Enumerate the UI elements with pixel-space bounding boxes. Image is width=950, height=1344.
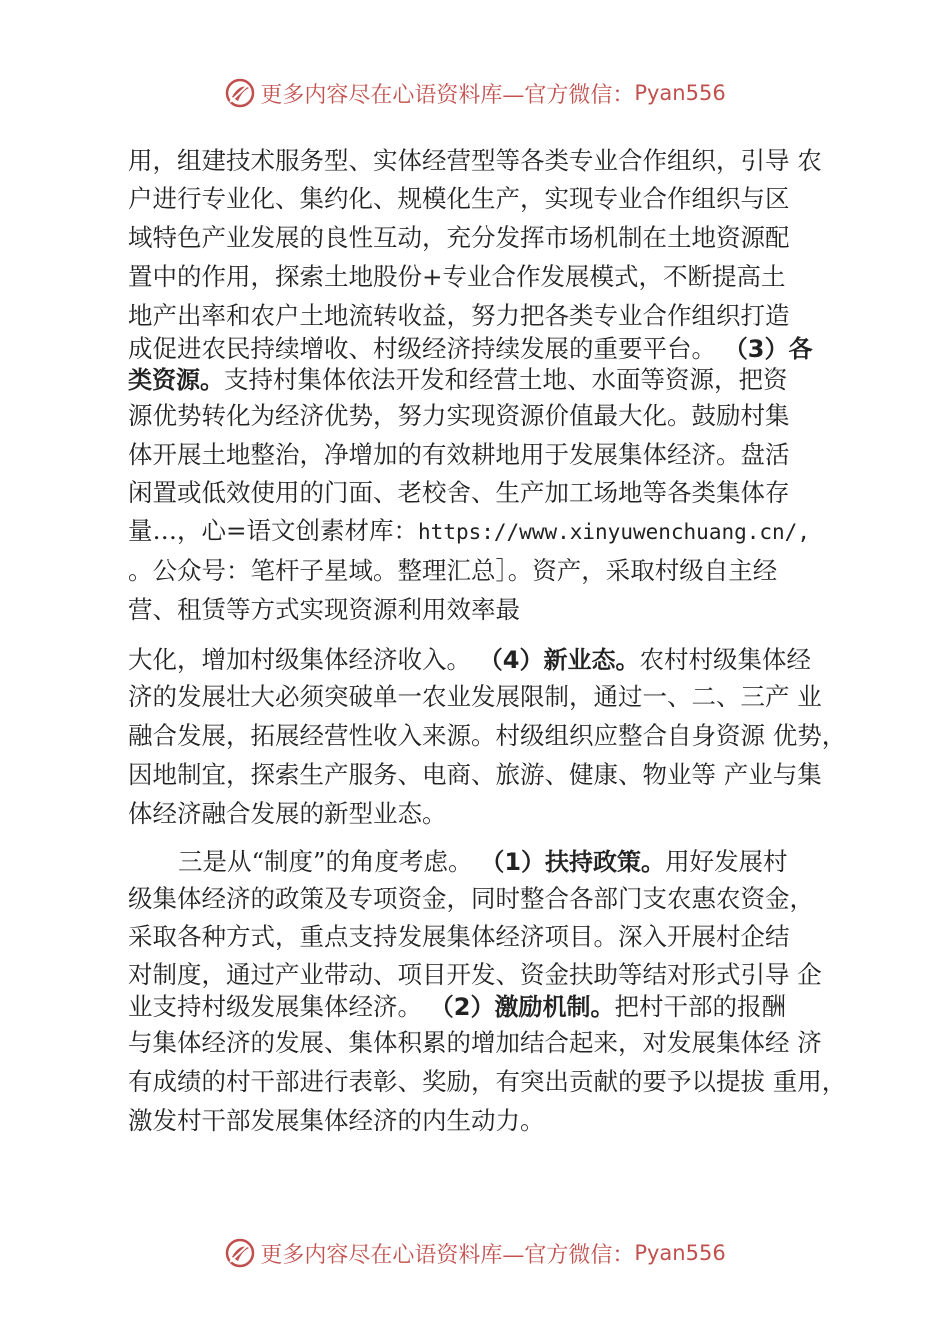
text-line [128, 334, 813, 364]
text-line: 采取各种方式，重点支持发展集体经济项目。深入开展村企结 [128, 922, 790, 951]
section-heading: （4）新业态。 [478, 646, 640, 674]
watermark-text: 更多内容尽在心语资料库—官方微信： [260, 82, 635, 108]
text-run: 成促进农民持续增收、村级经济持续发展的重要平台。 [128, 334, 716, 363]
section-heading: （3）各 [723, 335, 813, 363]
text-run: 农村村级集体经 [639, 645, 811, 674]
text-run: 量…，心=语文创素材库： [128, 516, 419, 545]
text-line: 有成绩的村干部进行表彰、奖励，有突出贡献的要予以提拔 重用， [128, 1067, 847, 1096]
watermark-text: 更多内容尽在心语资料库—官方微信： [260, 1242, 635, 1268]
text-line [128, 365, 788, 395]
logo-icon [224, 77, 256, 109]
text-line: 与集体经济的发展、集体积累的增加结合起来，对发展集体经 济 [128, 1028, 822, 1057]
section-heading: （2）激励机制。 [429, 993, 615, 1021]
text-run: 三是从“制度”的角度考虑。 [178, 847, 473, 876]
text-run: 支持村集体依法开发和经营土地、水面等资源，把资 [224, 365, 788, 394]
text-line: 激发村干部发展集体经济的内生动力。 [128, 1106, 545, 1135]
text-run: 把村干部的报酬 [614, 992, 786, 1021]
text-line: 闲置或低效使用的门面、老校舍、生产加工场地等各类集体存 [128, 478, 790, 507]
text-line [128, 516, 810, 546]
text-line: 对制度，通过产业带动、项目开发、资金扶助等结对形式引导 企 [128, 960, 822, 989]
logo-icon [224, 1237, 256, 1269]
text-line: 源优势转化为经济优势，努力实现资源价值最大化。鼓励村集 [128, 401, 790, 430]
text-line: 置中的作用，探索土地股份+专业合作发展模式，不断提高土 [128, 262, 786, 291]
text-run: 业支持村级发展集体经济。 [128, 992, 422, 1021]
watermark-banner-top [0, 73, 950, 113]
text-line [128, 645, 811, 675]
text-line: 用，组建技术服务型、实体经营型等各类专业合作组织，引导 农 [128, 146, 822, 175]
section-heading: （1）扶持政策。 [480, 848, 666, 876]
watermark-banner-bottom [0, 1233, 950, 1273]
watermark-wechat: Pyan556 [634, 1241, 726, 1265]
text-line: 体经济融合发展的新型业态。 [128, 799, 447, 828]
text-line: 融合发展，拓展经营性收入来源。村级组织应整合自身资源 优势， [128, 721, 847, 750]
text-line: 域特色产业发展的良性互动，充分发挥市场机制在土地资源配 [128, 223, 790, 252]
text-line: 体开展土地整治，净增加的有效耕地用于发展集体经济。盘活 [128, 440, 790, 469]
text-run: 用好发展村 [665, 847, 788, 876]
watermark-wechat: Pyan556 [634, 81, 726, 105]
text-line: 。公众号：笔杆子星域。整理汇总］。资产，采取村级自主经 [128, 556, 778, 585]
text-line [128, 992, 786, 1022]
text-line: 地产出率和农户土地流转收益，努力把各类专业合作组织打造 [128, 301, 790, 330]
text-line: 济的发展壮大必须突破单一农业发展限制，通过一、二、三产 业 [128, 682, 822, 711]
text-run: 大化，增加村级集体经济收入。 [128, 645, 471, 674]
section-heading: 类资源。 [128, 366, 224, 394]
website-url: https://www.xinyuwenchuang.cn/, [418, 520, 810, 544]
text-line [178, 847, 788, 877]
text-line: 营、租赁等方式实现资源利用效率最 [128, 595, 520, 624]
text-line: 户进行专业化、集约化、规模化生产，实现专业合作组织与区 [128, 184, 790, 213]
text-line: 级集体经济的政策及专项资金，同时整合各部门支农惠农资金， [128, 884, 814, 913]
text-line: 因地制宜，探索生产服务、电商、旅游、健康、物业等 产业与集 [128, 760, 822, 789]
